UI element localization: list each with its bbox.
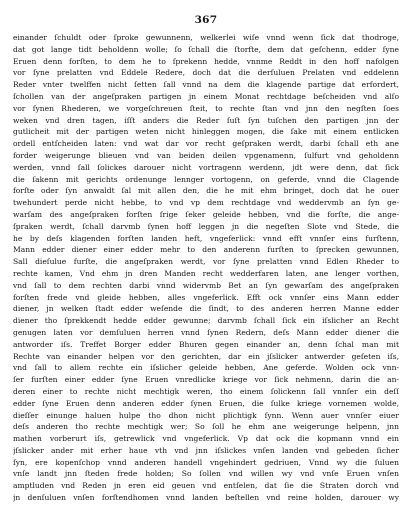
text-line: vnd ſall to dem rechten darbi vnnd widervmb Bet an ſyn gewarſam des angeſpraken: [13, 280, 399, 290]
text-line: diener tho ſprekkendt hedde edder gewunne; darvmb ſchall ſick ein iſslicher an Recht: [13, 316, 399, 326]
text-line: Sall dieſulue furſte, die angeſpraken werdt, vor ſyne prelatten vnnd Edlen Rheder to: [13, 257, 399, 267]
text-line: ordell entſcheiden laten: vnd wat dar vor recht geſpraken werdt, darbi ſchall eth ane: [13, 139, 399, 149]
text-line: Rechte van einander helpen vor den gerichten, dar ein jſslicker antwerder geſeten iſs,: [13, 351, 399, 361]
text-line: mathen vorberurt iſs, getrewlick vnd vngeferlick. Vp dat ock die kopmann vnnd ein: [13, 434, 399, 444]
text-line: werden, vnnd ſall ſolickes darouer nicht vortragenn werdenn, jdt were denn, dat ſick: [13, 162, 399, 172]
text-line: jn denſuluen vnſen forſtendhomen vnnd landen beſtellen vnd reine holden, darouer wy: [13, 493, 399, 503]
text-line: einander ſchuldt oder ſproke gewunnenn, welkerlei wiſe vnnd wenn ſick dat thodroge,: [13, 33, 399, 42]
text-line: warſam des angeſpraken forſten ſrige ſeker geleide hebben, vnd die forſte, die ange-: [13, 209, 399, 219]
text-line: antworder iſs. Treffet Borger edder Bhuren gegen einander an, denn ſchal man mit: [13, 339, 399, 349]
text-line: die ſakenn mit gerichts ordenunge lennger vortogenn, on geferde, vnnd die Clagende: [13, 174, 399, 184]
text-line: forder weigerunge blieuen vnd van beiden deilen vpgenamenn, ſulfurt vnd geholdenn: [13, 150, 399, 160]
text-line: ſer furſten einer edder ſyne Eruen vnredlicke kriege vor ſick nehmenn, darin die an-: [13, 375, 399, 385]
text-line: vnſe landt jnn ſteden frede holden; So ſollen vnd willen wy vnd vnſe Eruen vnſen: [13, 469, 399, 479]
text-line: ſpraken werdt, ſchall darvmb ſynen hoff leggen jn die negeſten Slote vnd Stede, die: [13, 221, 399, 231]
text-line: dat got lange tidt beholdenn wolle; ſo ſchall die ſtorfte, dem dat geſchenn, edder ſyne: [13, 44, 399, 54]
text-line: Mann edder diener einer edder mehr to den anderenn furſten to ſprecken gewunnen,: [13, 245, 399, 255]
text-line: deſs anderen tho rechte mechtigk wer; So ſoll he ehm ane weigerunge helpenn, jnn: [13, 422, 399, 432]
text-line: ſyn, ere kopenſchop vnnd anderen handell vngehindert gedriuen, Vnnd wy die ſuluen: [13, 457, 399, 467]
page-number: 367: [194, 14, 218, 26]
text-line: ſchollen van der angeſpraken partigen jn einem Monat rechtdage beſcheiden vnd alſo: [13, 91, 399, 101]
text-line: forſte oder ſyn anwaldt ſal mit allen den, die he mit ehm bringet, doch dat he ouer: [13, 186, 399, 196]
text-line: amptluden vnd Reden jn eren eid geuen vnd entſelen, dat ſie die Straten dorch vnd: [13, 481, 399, 491]
text-line: dieſſer einunge haluen hulpe tho dhon nicht plichtigk ſynn. Wenn auer vnnſer eiuer: [13, 410, 399, 420]
text-line: twehundert perde nicht hebbe, to vnd vp dem rechtdage vnd weddervmb an ſyn ge-: [13, 198, 399, 208]
text-line: vor ſynen Rhederen, we vorgeſchreuen ſteit, to rechte ſtan vnd jnn den negſten ſoes: [13, 103, 399, 113]
text-line: gutlicheit mit der partigen weten nicht hinleggen mogen, die ſake mit einem entlicken: [13, 127, 399, 137]
text-line: deren einer to rechte nicht mechtigk weren, tho einem ſolickenn ſall vnnſer ein deſſ: [13, 386, 399, 396]
text-line: Reder vnter twelffen nicht ſetten ſall vnnd na dem die klagende partige dat erfordert,: [13, 80, 399, 90]
text-line: rechte kamen, Vnd ehm jn dren Manden recht wedderfaren laten, ane lenger vorthen,: [13, 268, 399, 278]
text-line: Eruen denn forſten, to dem he to ſprekenn hedde, vnnme Reddt in den hoff nafolgen: [13, 56, 399, 66]
text-line: weken vnd dren tagen, iſſt anders die Reder ſuſt ſyn tuſchen den partigen jnn der: [13, 115, 399, 125]
body-text: [13, 32, 399, 504]
text-line: jſslicker ander mit erher haue vth vnd jnn iſslickes vnſen landen vnd gebeden ſicher: [13, 445, 399, 455]
text-line: vor ſyne prelatten vnd Eddele Redere, doch dat die derſuluen Prelaten vnd eddelenn: [13, 68, 399, 78]
text-line: genugen laten vor demſuluen herren vnnd ſynen Redern, deſs Mann edder diener die: [13, 327, 399, 337]
text-line: forſten frede vnd gleide hebben, alles vngeferlick. Efft ock vnnſer eins Mann edder: [13, 292, 399, 302]
text-line: vnd ſall to allem rechte ein iſslicher geleide hebben, Ane geferde. Wolden ock vnn-: [13, 363, 399, 373]
text-line: edder ſyne Eruen denn anderen edder ſynen Eruen, die ſulke kriege vornemen wolde,: [13, 398, 399, 408]
text-line: diener, jn welken ſtadt edder weſende die ſindt, to des anderen herren Manne edder: [13, 304, 399, 314]
text-line: he by deſs klagenden forſten landen heft, vngeferlick: vnnd efft vnnſer eins furſtenn,: [13, 233, 399, 243]
